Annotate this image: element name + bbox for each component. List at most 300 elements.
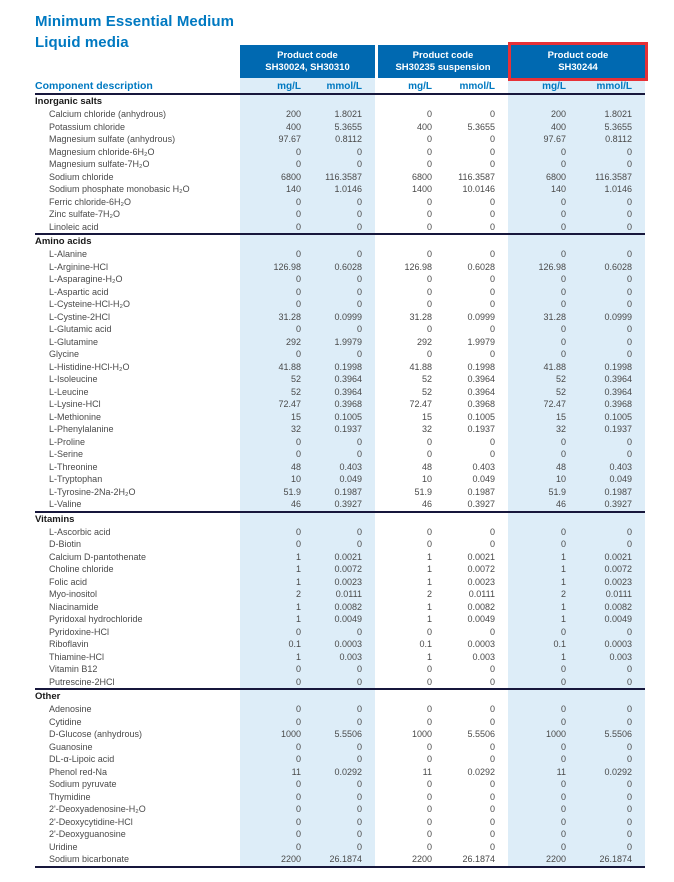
unit-header-mmol: mmol/L — [459, 81, 495, 92]
value-cell: 1400 — [411, 184, 432, 194]
component-cell: L-Alanine — [49, 249, 88, 259]
value-cell: 0 — [426, 196, 432, 207]
component-cell: Potassium chloride — [49, 121, 126, 132]
value-cell: 0 — [310, 248, 375, 261]
product-code-value: SH30024, SH30310 — [265, 61, 350, 73]
value-cell: 116.3587 — [310, 171, 375, 184]
value-cell: 0 — [489, 349, 495, 359]
value-cell: 0.049 — [575, 473, 645, 486]
value-cell: 0 — [240, 716, 310, 729]
value-cell: 0 — [310, 146, 375, 159]
value-cell: 0 — [508, 158, 575, 171]
component-cell: Magnesium chloride-6H₂O — [49, 146, 155, 157]
value-cell: 0 — [575, 221, 645, 234]
component-cell: L-Lysine-HCl — [49, 399, 101, 409]
value-cell: 1.9979 — [467, 336, 495, 347]
section-header-row — [35, 511, 645, 526]
value-cell: 10 — [508, 473, 575, 486]
value-cell: 0 — [310, 791, 375, 804]
component-cell: 2'-Deoxyguanosine — [49, 829, 126, 839]
table-row — [35, 626, 645, 639]
table-row — [35, 753, 645, 766]
section-empty-cell — [310, 95, 375, 108]
section-empty-cell — [508, 95, 575, 108]
value-cell: 400 — [416, 121, 432, 132]
value-cell: 0 — [426, 221, 432, 232]
value-cell: 400 — [508, 121, 575, 134]
product-code-label: Product code — [412, 50, 474, 61]
value-cell: 0 — [508, 716, 575, 729]
table-row — [35, 613, 645, 626]
value-cell: 1 — [240, 613, 310, 626]
table-bottom-rule — [35, 866, 645, 868]
component-cell: Vitamin B12 — [49, 664, 98, 674]
value-cell: 0 — [489, 436, 495, 447]
value-cell: 0 — [426, 664, 432, 674]
value-cell: 72.47 — [409, 399, 432, 409]
table-row — [35, 121, 645, 134]
component-cell: Phenol red-Na — [49, 766, 108, 777]
value-cell: 0.3964 — [467, 374, 495, 384]
value-cell: 1 — [508, 563, 575, 576]
value-cell: 0 — [508, 436, 575, 449]
value-cell: 0 — [240, 323, 310, 336]
value-cell: 0.0999 — [575, 311, 645, 324]
value-cell: 0 — [310, 526, 375, 539]
table-row — [35, 133, 645, 146]
value-cell: 0.0292 — [310, 766, 375, 779]
value-cell: 0.3968 — [310, 398, 375, 411]
value-cell: 11 — [508, 766, 575, 779]
product-code-box-sh30024 — [240, 45, 375, 78]
table-row — [35, 398, 645, 411]
value-cell: 0 — [240, 828, 310, 841]
table-row — [35, 361, 645, 374]
value-cell: 5.5506 — [467, 729, 495, 739]
value-cell: 0 — [508, 448, 575, 461]
value-cell: 1.8021 — [575, 108, 645, 121]
section-empty-cell — [575, 513, 645, 526]
value-cell: 0 — [508, 703, 575, 716]
value-cell: 0 — [240, 298, 310, 311]
component-cell: Pyridoxine-HCl — [49, 626, 110, 637]
value-cell: 0 — [489, 274, 495, 284]
value-cell: 0 — [489, 109, 495, 119]
table-row — [35, 348, 645, 361]
component-cell: L-Glutamic acid — [49, 324, 112, 334]
value-cell: 0.0003 — [310, 638, 375, 651]
value-cell: 2200 — [508, 853, 575, 866]
value-cell: 52 — [508, 373, 575, 386]
product-code-box-sh30235 — [378, 45, 508, 78]
value-cell: 0 — [426, 324, 432, 334]
value-cell: 0 — [575, 791, 645, 804]
value-cell: 0 — [310, 626, 375, 639]
value-cell: 0 — [575, 436, 645, 449]
value-cell: 0.3927 — [575, 498, 645, 511]
value-cell: 0 — [575, 663, 645, 676]
value-cell: 0.0111 — [575, 588, 645, 601]
component-cell: Glycine — [49, 349, 80, 359]
value-cell: 126.98 — [404, 261, 432, 272]
value-cell: 0 — [489, 704, 495, 714]
table-row — [35, 411, 645, 424]
value-cell: 48 — [240, 461, 310, 474]
value-cell: 0 — [575, 526, 645, 539]
component-cell: L-Methionine — [49, 411, 102, 422]
unit-header-mg: mg/L — [408, 81, 432, 92]
page-title-line1: Minimum Essential Medium — [35, 13, 235, 30]
value-cell: 0 — [310, 158, 375, 171]
value-cell: 1.0146 — [310, 183, 375, 196]
table-row — [35, 171, 645, 184]
value-cell: 0.1937 — [310, 423, 375, 436]
value-cell: 0 — [240, 158, 310, 171]
table-row — [35, 716, 645, 729]
value-cell: 1 — [508, 651, 575, 664]
value-cell: 0 — [310, 196, 375, 209]
table-row — [35, 601, 645, 614]
value-cell: 1000 — [411, 729, 432, 739]
component-cell: Thymidine — [49, 791, 91, 802]
product-code-box-sh30244-highlighted — [511, 45, 645, 78]
value-cell: 0.3968 — [467, 399, 495, 409]
value-cell: 1 — [240, 651, 310, 664]
table-row — [35, 766, 645, 779]
value-cell: 0 — [575, 778, 645, 791]
value-cell: 0 — [426, 159, 432, 169]
value-cell: 51.9 — [240, 486, 310, 499]
value-cell: 2200 — [240, 853, 310, 866]
table-row — [35, 676, 645, 689]
value-cell: 0 — [575, 703, 645, 716]
component-cell: L-Valine — [49, 499, 82, 509]
unit-header-mmol: mmol/L — [310, 78, 375, 93]
value-cell: 1 — [426, 564, 432, 574]
value-cell: 0 — [310, 703, 375, 716]
section-title: Amino acids — [35, 236, 92, 247]
value-cell: 52 — [421, 386, 432, 397]
value-cell: 0 — [240, 816, 310, 829]
value-cell: 0 — [489, 791, 495, 802]
component-cell: Calcium D-pantothenate — [49, 551, 147, 562]
value-cell: 5.5506 — [310, 728, 375, 741]
value-cell: 2 — [240, 588, 310, 601]
component-cell: Sodium phosphate monobasic H₂O — [49, 184, 190, 194]
product-code-header-row — [35, 45, 645, 78]
value-cell: 0.1987 — [575, 486, 645, 499]
value-cell: 0.403 — [310, 461, 375, 474]
value-cell: 1 — [508, 601, 575, 614]
value-cell: 46 — [508, 498, 575, 511]
product-code-value: SH30235 suspension — [395, 61, 491, 73]
value-cell: 0.1998 — [467, 361, 495, 372]
value-cell: 0.003 — [310, 651, 375, 664]
component-cell: Zinc sulfate-7H₂O — [49, 209, 121, 219]
product-code-label: Product code — [547, 50, 609, 61]
value-cell: 200 — [508, 108, 575, 121]
component-cell: Thiamine-HCl — [49, 651, 105, 662]
value-cell: 116.3587 — [575, 171, 645, 184]
value-cell: 0 — [489, 159, 495, 169]
value-cell: 0 — [426, 829, 432, 839]
value-cell: 0.3964 — [310, 373, 375, 386]
value-cell: 0.0999 — [310, 311, 375, 324]
value-cell: 0 — [240, 676, 310, 689]
value-cell: 0 — [426, 539, 432, 549]
component-cell: Riboflavin — [49, 639, 89, 649]
value-cell: 400 — [240, 121, 310, 134]
value-cell: 0.1937 — [467, 424, 495, 434]
component-cell: L-Leucine — [49, 386, 89, 397]
table-row — [35, 311, 645, 324]
table-row — [35, 248, 645, 261]
table-row — [35, 461, 645, 474]
value-cell: 0.0049 — [310, 613, 375, 626]
value-cell: 0.0082 — [310, 601, 375, 614]
table-row — [35, 221, 645, 234]
value-cell: 292 — [240, 336, 310, 349]
value-cell: 0 — [508, 146, 575, 159]
value-cell: 0.1998 — [575, 361, 645, 374]
value-cell: 0.3964 — [467, 386, 495, 397]
value-cell: 0 — [310, 273, 375, 286]
value-cell: 0 — [310, 841, 375, 854]
value-cell: 0 — [575, 146, 645, 159]
value-cell: 31.28 — [409, 311, 432, 322]
value-cell: 0 — [508, 248, 575, 261]
section-empty-cell — [240, 235, 310, 248]
value-cell: 0 — [508, 526, 575, 539]
value-cell: 0.6028 — [467, 261, 495, 272]
value-cell: 0 — [489, 449, 495, 459]
component-cell: Adenosine — [49, 704, 92, 714]
value-cell: 15 — [508, 411, 575, 424]
value-cell: 0.0023 — [310, 576, 375, 589]
value-cell: 0 — [426, 704, 432, 714]
section-header-row — [35, 95, 645, 108]
value-cell: 0.0082 — [575, 601, 645, 614]
value-cell: 0 — [240, 208, 310, 221]
section-empty-cell — [508, 690, 575, 703]
value-cell: 0 — [575, 208, 645, 221]
value-cell: 116.3587 — [458, 171, 495, 182]
value-cell: 0 — [240, 273, 310, 286]
value-cell: 0 — [489, 249, 495, 259]
value-cell: 0 — [240, 538, 310, 551]
value-cell: 1 — [240, 576, 310, 589]
section-empty-cell — [441, 513, 508, 526]
section-empty-cell — [375, 235, 441, 248]
value-cell: 1 — [240, 563, 310, 576]
component-cell: Putrescine-2HCl — [49, 676, 115, 687]
value-cell: 0.3927 — [310, 498, 375, 511]
value-cell: 0 — [426, 449, 432, 459]
table-row — [35, 728, 645, 741]
value-cell: 72.47 — [508, 398, 575, 411]
value-cell: 0 — [575, 298, 645, 311]
value-cell: 1.9979 — [310, 336, 375, 349]
value-cell: 32 — [508, 423, 575, 436]
value-cell: 48 — [508, 461, 575, 474]
value-cell: 0 — [240, 753, 310, 766]
table-row — [35, 526, 645, 539]
value-cell: 0 — [489, 221, 495, 232]
value-cell: 0.0072 — [575, 563, 645, 576]
column-header-row — [35, 78, 645, 95]
section-empty-cell — [575, 235, 645, 248]
value-cell: 0 — [508, 676, 575, 689]
value-cell: 0 — [575, 828, 645, 841]
value-cell: 0 — [508, 741, 575, 754]
component-cell: Magnesium sulfate-7H₂O — [49, 159, 150, 169]
section-empty-cell — [240, 690, 310, 703]
value-cell: 10 — [421, 474, 432, 484]
value-cell: 0 — [489, 779, 495, 789]
value-cell: 0 — [508, 273, 575, 286]
value-cell: 0 — [575, 753, 645, 766]
value-cell: 0 — [426, 146, 432, 157]
section-empty-cell — [310, 513, 375, 526]
value-cell: 0 — [310, 348, 375, 361]
value-cell: 0.0021 — [575, 551, 645, 564]
value-cell: 0.0003 — [467, 639, 495, 649]
value-cell: 0 — [489, 209, 495, 219]
table-row — [35, 286, 645, 299]
table-row — [35, 551, 645, 564]
value-cell: 0 — [310, 221, 375, 234]
value-cell: 6800 — [508, 171, 575, 184]
value-cell: 0 — [575, 841, 645, 854]
value-cell: 0 — [489, 196, 495, 207]
value-cell: 1 — [426, 614, 432, 624]
value-cell: 1 — [508, 576, 575, 589]
value-cell: 51.9 — [414, 486, 432, 497]
value-cell: 26.1874 — [462, 854, 495, 864]
value-cell: 0 — [575, 816, 645, 829]
value-cell: 0 — [575, 626, 645, 639]
section-empty-cell — [375, 513, 441, 526]
value-cell: 52 — [240, 373, 310, 386]
component-cell: L-Cystine-2HCl — [49, 311, 111, 322]
value-cell: 0.1 — [508, 638, 575, 651]
component-cell: L-Isoleucine — [49, 374, 98, 384]
value-cell: 126.98 — [240, 261, 310, 274]
value-cell: 0 — [508, 323, 575, 336]
value-cell: 41.88 — [240, 361, 310, 374]
value-cell: 46 — [421, 499, 432, 509]
value-cell: 0 — [426, 626, 432, 637]
component-cell: L-Tryptophan — [49, 474, 103, 484]
component-cell: Linoleic acid — [49, 221, 99, 232]
value-cell: 0 — [489, 754, 495, 764]
value-cell: 0 — [508, 828, 575, 841]
value-cell: 0 — [240, 286, 310, 299]
value-cell: 0 — [575, 348, 645, 361]
table-row — [35, 183, 645, 196]
value-cell: 0.1987 — [467, 486, 495, 497]
value-cell: 0.0111 — [310, 588, 375, 601]
value-cell: 6800 — [411, 171, 432, 182]
value-cell: 0.0111 — [468, 589, 495, 599]
component-cell: Pyridoxal hydrochloride — [49, 614, 143, 624]
value-cell: 0 — [310, 286, 375, 299]
component-cell: Niacinamide — [49, 601, 99, 612]
value-cell: 0 — [310, 323, 375, 336]
value-cell: 0 — [489, 676, 495, 687]
value-cell: 0 — [240, 221, 310, 234]
value-cell: 0 — [426, 791, 432, 802]
value-cell: 0.0082 — [467, 601, 495, 612]
value-cell: 140 — [240, 183, 310, 196]
value-cell: 0 — [310, 676, 375, 689]
value-cell: 0.1998 — [310, 361, 375, 374]
value-cell: 0 — [508, 208, 575, 221]
value-cell: 32 — [240, 423, 310, 436]
value-cell: 0.003 — [472, 651, 495, 662]
table-row — [35, 588, 645, 601]
table-row — [35, 498, 645, 511]
table-row — [35, 196, 645, 209]
section-header-row — [35, 688, 645, 703]
value-cell: 0 — [489, 286, 495, 297]
table-row — [35, 336, 645, 349]
value-cell: 0 — [426, 676, 432, 687]
component-cell: Cytidine — [49, 716, 82, 727]
value-cell: 0 — [426, 816, 432, 827]
value-cell: 1000 — [508, 728, 575, 741]
value-cell: 0 — [575, 286, 645, 299]
section-title: Inorganic salts — [35, 96, 103, 107]
component-cell: L-Tyrosine-2Na-2H₂O — [49, 486, 136, 497]
value-cell: 0 — [489, 841, 495, 852]
value-cell: 0 — [426, 841, 432, 852]
value-cell: 292 — [416, 336, 432, 347]
value-cell: 5.3655 — [467, 121, 495, 132]
value-cell: 0.3964 — [575, 386, 645, 399]
value-cell: 0 — [310, 663, 375, 676]
value-cell: 0.1 — [240, 638, 310, 651]
value-cell: 52 — [508, 386, 575, 399]
component-cell: Ferric chloride-6H₂O — [49, 196, 132, 207]
value-cell: 0 — [508, 816, 575, 829]
value-cell: 0 — [310, 208, 375, 221]
value-cell: 0.0003 — [575, 638, 645, 651]
component-cell: Myo-inositol — [49, 589, 98, 599]
value-cell: 0 — [240, 348, 310, 361]
value-cell: 0 — [426, 299, 432, 309]
value-cell: 0 — [310, 778, 375, 791]
value-cell: 0 — [508, 791, 575, 804]
value-cell: 0 — [489, 804, 495, 814]
value-cell: 0 — [489, 816, 495, 827]
table-row — [35, 638, 645, 651]
value-cell: 0 — [426, 109, 432, 119]
value-cell: 0 — [489, 741, 495, 752]
value-cell: 0 — [575, 803, 645, 816]
section-empty-cell — [310, 235, 375, 248]
section-empty-cell — [375, 95, 441, 108]
value-cell: 0 — [310, 448, 375, 461]
value-cell: 5.3655 — [575, 121, 645, 134]
value-cell: 0 — [575, 676, 645, 689]
value-cell: 0 — [240, 741, 310, 754]
value-cell: 10 — [240, 473, 310, 486]
value-cell: 0 — [426, 249, 432, 259]
component-cell: DL-α-Lipoic acid — [49, 754, 115, 764]
value-cell: 0.0292 — [575, 766, 645, 779]
value-cell: 0 — [240, 196, 310, 209]
